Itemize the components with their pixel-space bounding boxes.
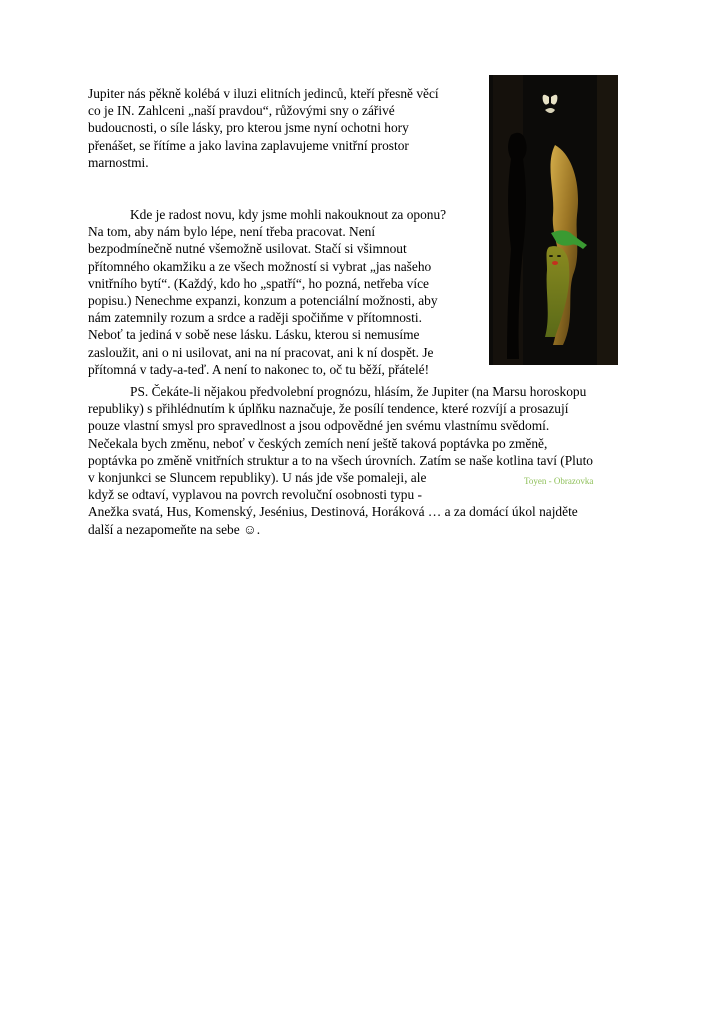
paragraph-3 (88, 383, 593, 538)
text-line: v konjunkci se Sluncem republiky). U nás jde vše pomaleji, ale (88, 470, 427, 486)
painting-right-frame (597, 75, 618, 365)
painting-image (489, 75, 618, 365)
text-line: Neboť ta jediná v sobě nese lásku. Lásku, kterou si nemusíme (88, 327, 420, 343)
paragraph-1 (88, 85, 439, 171)
painting-illustration (489, 75, 618, 365)
text-line: co je IN. Zahlceni „naší pravdou“, růžovými sny o zářivé (88, 103, 395, 119)
figure-eye (557, 255, 561, 257)
text-line: Nečekala bych změnu, neboť v českých zemích není ještě taková poptávka po změně, (88, 435, 548, 451)
text-line: další a nezapomeňte na sebe ☺. (88, 521, 261, 537)
paragraph-2 (88, 206, 446, 378)
text-line: poptávka po změně vnitřních struktur a to na všech úrovních. Zatím se naše kotlina taví (Pluto (88, 452, 593, 468)
text-line: budoucnosti, o síle lásky, pro kterou jsme nyní ochotni hory (88, 120, 409, 136)
text-line: přítomného okamžiku a ze všech možností si vybrat „jas našeho (88, 258, 432, 274)
text-line: přítomná v tady-a-teď. A není to nakonec to, oč tu běží, přátelé! (88, 361, 430, 377)
figure-lips (552, 261, 558, 265)
text-line: Na tom, aby nám bylo lépe, není třeba pracovat. Není (88, 224, 376, 240)
text-line: Kde je radost novu, kdy jsme mohli nakouknout za oponu? (130, 207, 447, 222)
text-line: nám zatemnily rozum a srdce a raději spočiňme v přítomnosti. (88, 310, 422, 326)
text-line: vnitřního bytí“. (Každý, kdo ho „spatří“, ho pozná, netřeba více (88, 275, 429, 291)
text-line: Anežka svatá, Hus, Komenský, Jesénius, Destinová, Horáková … a za domácí úkol najděte (88, 504, 578, 520)
text-line: pouze vlastní smysl pro spravedlnost a jsou odpovědné jen svému vlastnímu svědomí. (88, 418, 550, 434)
text-line: Jupiter nás pěkně kolébá v iluzi elitních jedinců, kteří přesně věcí (88, 86, 439, 101)
text-line: republiky) s přihlédnutím k úplňku naznačuje, že posílí tendence, které rozvíjí a prosazují (88, 401, 569, 417)
text-line: když se odtaví, vyplavou na povrch revoluční osobnosti typu - (88, 487, 422, 503)
text-line: bezpodmínečně nutné všemožně usilovat. Stačí si všimnout (88, 241, 407, 257)
text-line: popisu.) Nenechme expanzi, konzum a potenciální možnosti, aby (88, 293, 438, 309)
text-line: PS. Čekáte-li nějakou předvolební prognózu, hlásím, že Jupiter (na Marsu horoskopu (130, 384, 587, 399)
figure-eye (549, 255, 553, 257)
text-line: přenášet, se řítíme a jako lavina zaplavujeme vnitřní prostor (88, 137, 409, 153)
painting-caption: Toyen - Obrazovka (524, 476, 594, 486)
text-line: zasloužit, ani o ni usilovat, ani na ní pracovat, ani k ní dospět. Je (88, 344, 434, 360)
text-line: marnostmi. (88, 154, 149, 170)
